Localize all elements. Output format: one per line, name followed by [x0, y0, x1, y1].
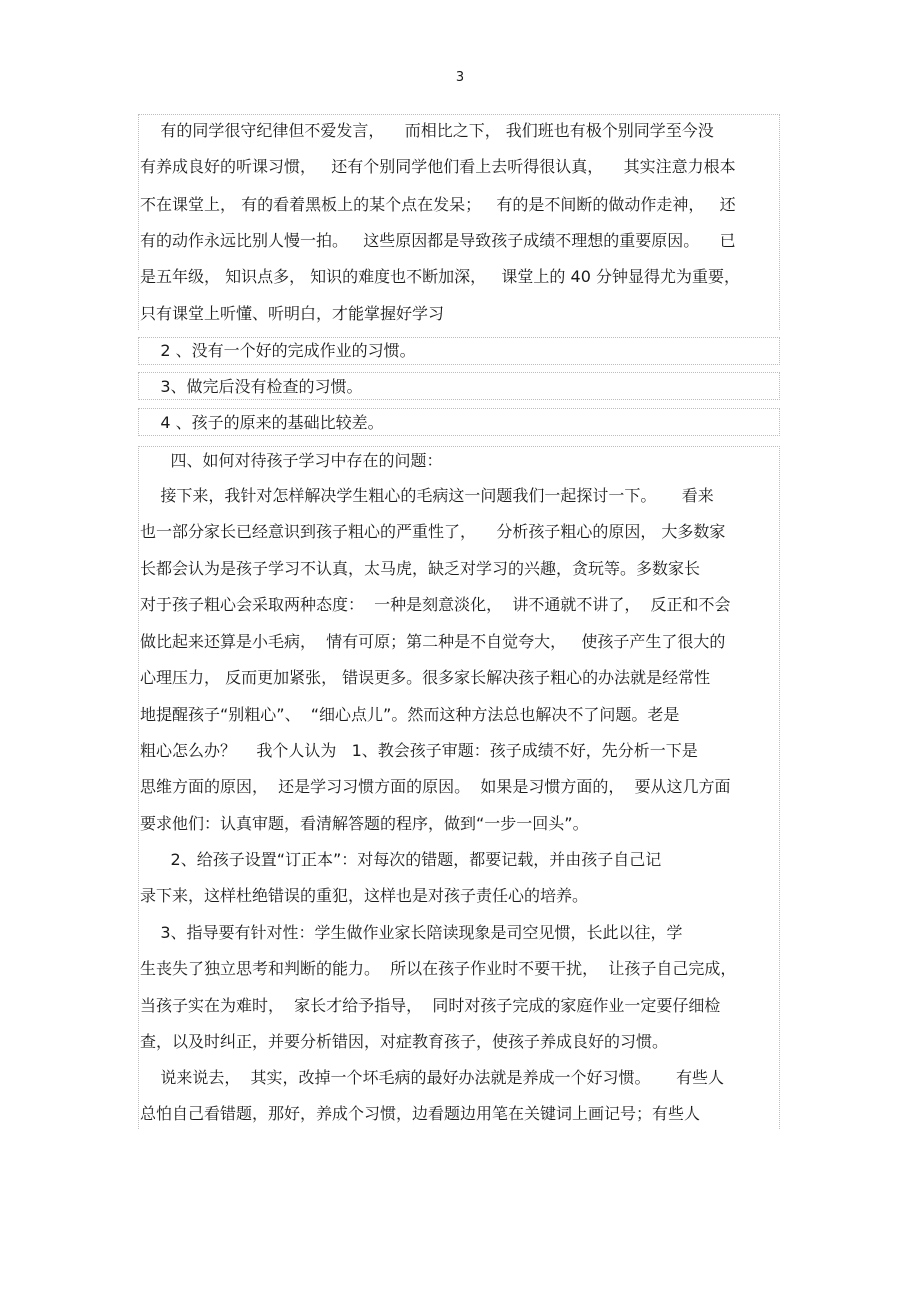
paragraph-line: 不在课堂上， 有的看着黑板上的某个点在发呆； 有的是不间断的做动作走神， 还 [140, 195, 736, 214]
paragraph-line: 接下来，我针对怎样解决学生粗心的毛病这一问题我们一起探讨一下。 看来 [140, 486, 714, 505]
paragraph-line: 2、给孩子设置“订正本”：对每次的错题，都要记载，并由孩子自己记 [140, 850, 662, 869]
table-cell-frame [138, 114, 780, 330]
page-number: 3 [455, 70, 465, 85]
paragraph-line: 当孩子实在为难时， 家长才给予指导， 同时对孩子完成的家庭作业一定要仔细检 [140, 996, 721, 1015]
paragraph-line: 说来说去， 其实，改掉一个坏毛病的最好办法就是养成一个好习惯。 有些人 [140, 1068, 724, 1087]
paragraph-line: 要求他们：认真审题，看清解答题的程序，做到“一步一回头”。 [140, 814, 589, 833]
paragraph-line: 录下来，这样杜绝错误的重犯，这样也是对孩子责任心的培养。 [140, 886, 589, 905]
paragraph-line: 思维方面的原因， 还是学习习惯方面的原因。 如果是习惯方面的， 要从这几方面 [140, 777, 731, 796]
paragraph-line: 地提醒孩子“别粗心”、 “细心点儿”。然而这种方法总也解决不了问题。老是 [140, 705, 680, 724]
section-heading: 四、如何对待孩子学习中存在的问题： [140, 451, 443, 470]
paragraph-line: 只有课堂上听懂、听明白，才能掌握好学习 [140, 304, 445, 323]
paragraph-line: 生丧失了独立思考和判断的能力。 所以在孩子作业时不要干扰， 让孩子自己完成， [140, 959, 737, 978]
paragraph-line: 查，以及时纠正，并要分析错因，对症教育孩子，使孩子养成良好的习惯。 [140, 1032, 669, 1051]
paragraph-line: 长都会认为是孩子学习不认真，太马虎，缺乏对学习的兴趣，贪玩等。多数家长 [140, 559, 701, 578]
paragraph-line: 也一部分家长已经意识到孩子粗心的严重性了， 分析孩子粗心的原因， 大多数家 [140, 522, 726, 541]
paragraph-line: 心理压力， 反而更加紧张， 错误更多。很多家长解决孩子粗心的办法就是经常性 [140, 668, 711, 687]
paragraph-line: 总怕自己看错题，那好，养成个习惯，边看题边用笔在关键词上画记号；有些人 [140, 1104, 701, 1123]
paragraph-line: 做比起来还算是小毛病， 情有可原；第二种是不自觉夸大， 使孩子产生了很大的 [140, 632, 726, 651]
paragraph-line: 粗心怎么办？ 我个人认为 1、教会孩子审题：孩子成绩不好，先分析一下是 [140, 741, 698, 760]
paragraph-line: 是五年级， 知识点多， 知识的难度也不断加深， 课堂上的 40 分钟显得尤为重要， [140, 267, 740, 286]
paragraph-line: 有养成良好的听课习惯， 还有个别同学他们看上去听得很认真， 其实注意力根本 [140, 157, 736, 176]
list-item: 2 、没有一个好的完成作业的习惯。 [140, 341, 416, 360]
list-item: 4 、孩子的原来的基础比较差。 [140, 413, 384, 432]
paragraph-line: 对于孩子粗心会采取两种态度： 一种是刻意淡化， 讲不通就不讲了， 反正和不会 [140, 595, 731, 614]
list-item: 3、做完后没有检查的习惯。 [140, 377, 363, 396]
paragraph-line: 3、指导要有针对性：学生做作业家长陪读现象是司空见惯，长此以往，学 [140, 923, 683, 942]
paragraph-line: 有的动作永远比别人慢一拍。 这些原因都是导致孩子成绩不理想的重要原因。 已 [140, 231, 736, 250]
paragraph-line: 有的同学很守纪律但不爱发言， 而相比之下， 我们班也有极个别同学至今没 [140, 121, 714, 140]
